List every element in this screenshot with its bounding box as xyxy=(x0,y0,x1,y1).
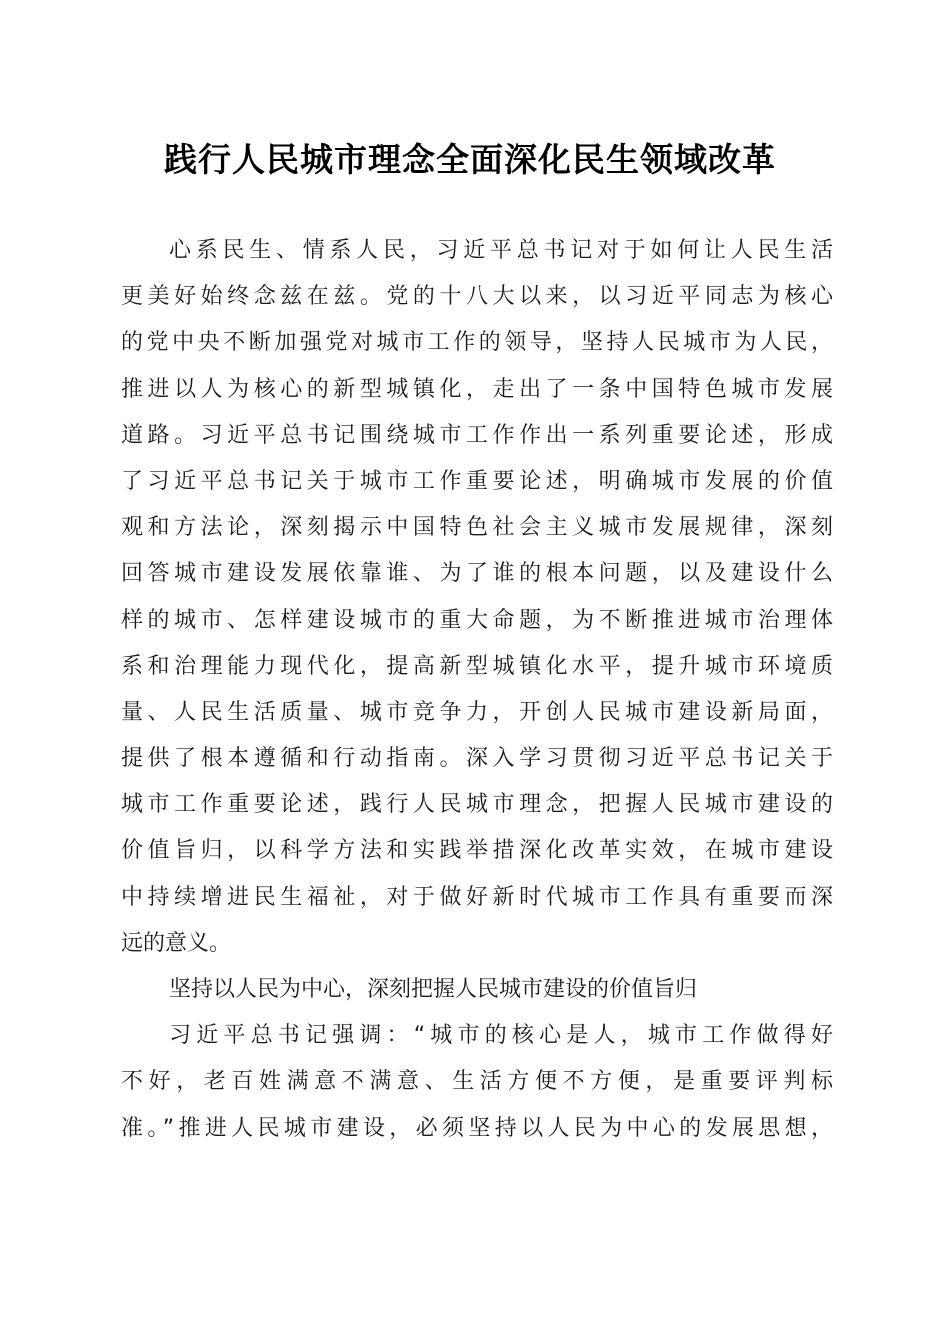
paragraph-line: 回答城市建设发展依靠谁、为了谁的根本问题，以及建设什么 xyxy=(121,561,833,587)
paragraph-line: 不好，老百姓满意不满意、生活方便不方便，是重要评判标 xyxy=(121,1069,833,1095)
paragraph-line: 的党中央不断加强党对城市工作的领导，坚持人民城市为人民， xyxy=(121,330,833,356)
paragraph-line: 推进以人为核心的新型城镇化，走出了一条中国特色城市发展 xyxy=(121,376,833,402)
paragraph-line: 更美好始终念兹在兹。党的十八大以来，以习近平同志为核心 xyxy=(121,284,833,310)
paragraph-line: 道路。习近平总书记围绕城市工作作出一系列重要论述，形成 xyxy=(121,422,833,448)
paragraph-line: 习近平总书记强调：“城市的核心是人，城市工作做得好 xyxy=(169,1023,833,1049)
document-title: 践行人民城市理念全面深化民生领域改革 xyxy=(164,140,776,179)
paragraph-line: 提供了根本遵循和行动指南。深入学习贯彻习近平总书记关于 xyxy=(121,746,833,772)
paragraph-line: 中持续增进民生福祉，对于做好新时代城市工作具有重要而深 xyxy=(121,884,833,910)
paragraph-line: 样的城市、怎样建设城市的重大命题，为不断推进城市治理体 xyxy=(121,607,833,633)
paragraph-line: 了习近平总书记关于城市工作重要论述，明确城市发展的价值 xyxy=(121,468,833,494)
paragraph-line: 远的意义。 xyxy=(121,930,232,956)
paragraph-line: 观和方法论，深刻揭示中国特色社会主义城市发展规律，深刻 xyxy=(121,515,833,541)
paragraph-line: 系和治理能力现代化，提高新型城镇化水平，提升城市环境质 xyxy=(121,653,833,679)
paragraph-line: 量、人民生活质量、城市竞争力，开创人民城市建设新局面， xyxy=(121,699,833,725)
paragraph-line: 价值旨归，以科学方法和实践举措深化改革实效，在城市建设 xyxy=(121,838,833,864)
paragraph-line: 城市工作重要论述，践行人民城市理念，把握人民城市建设的 xyxy=(121,792,833,818)
document-body xyxy=(121,228,833,1152)
paragraph-line: 准。”推进人民城市建设，必须坚持以人民为中心的发展思想， xyxy=(121,1115,833,1141)
paragraph-line: 心系民生、情系人民，习近平总书记对于如何让人民生活 xyxy=(169,238,833,263)
section-heading: 坚持以人民为中心，深刻把握人民城市建设的价值旨归 xyxy=(169,977,698,1002)
